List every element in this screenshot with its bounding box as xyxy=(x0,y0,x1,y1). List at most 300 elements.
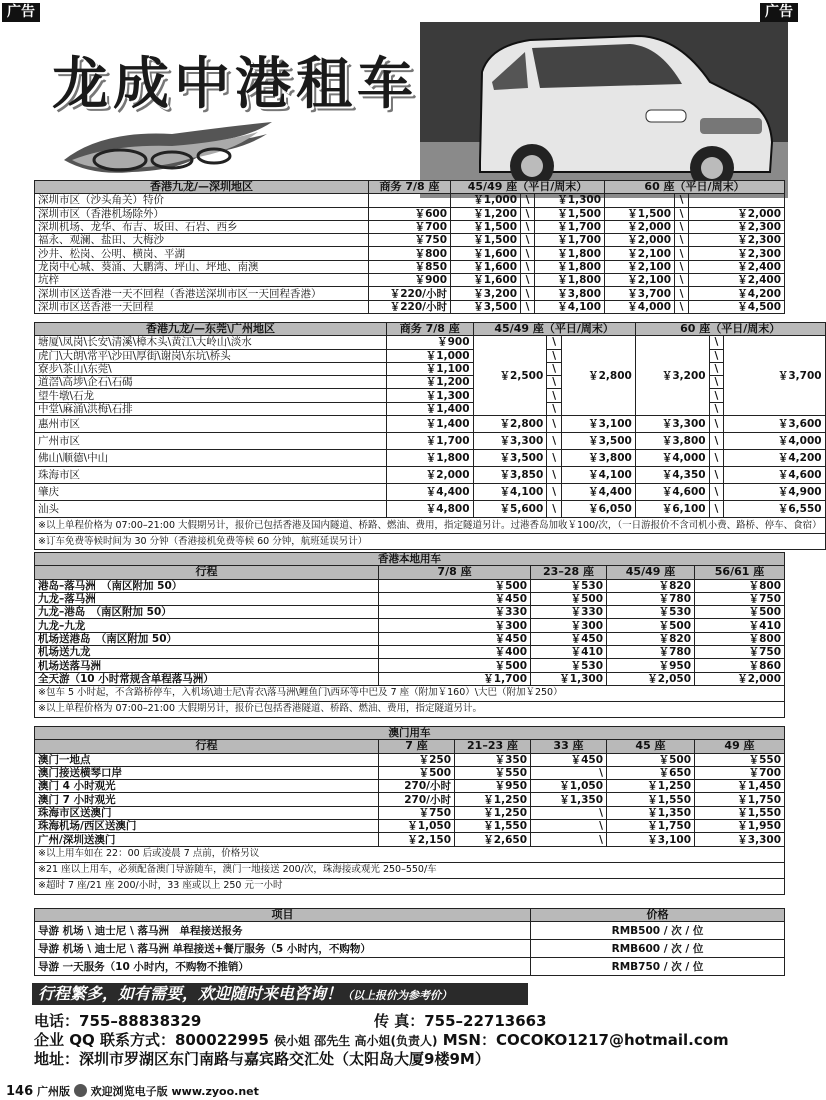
table-row xyxy=(35,780,785,793)
price-cell: \ xyxy=(531,806,607,819)
price-cell: \ xyxy=(531,820,607,833)
price-cell xyxy=(605,194,675,207)
price-cell: ￥5,600 xyxy=(473,501,547,518)
table-header xyxy=(35,566,785,579)
header-cell: 45/49 座（平日/周末） xyxy=(473,323,635,336)
route-cell: 珠海机场/西区送澳门 xyxy=(35,820,379,833)
price-cell: ￥530 xyxy=(531,659,607,672)
price-cell: RMB500 / 次 / 位 xyxy=(531,922,785,940)
price-cell: ￥4,200 xyxy=(724,450,825,467)
separator-cell: \ xyxy=(675,300,689,313)
separator-cell: \ xyxy=(547,416,562,433)
price-cell: ￥650 xyxy=(607,766,695,779)
route-cell: 深圳机场、龙华、布吉、坂田、石岩、西乡 xyxy=(35,220,369,233)
price-cell: ￥780 xyxy=(607,646,695,659)
header-cell: 商务 7/8 座 xyxy=(387,323,473,336)
price-cell: ￥450 xyxy=(379,592,531,605)
route-cell: 广州市区 xyxy=(35,433,387,450)
note-row xyxy=(35,878,785,894)
table-row xyxy=(35,274,785,287)
price-cell: ￥850 xyxy=(369,260,451,273)
table-row xyxy=(35,922,785,940)
table-row xyxy=(35,753,785,766)
price-cell: ￥550 xyxy=(695,753,785,766)
table-row xyxy=(35,260,785,273)
address-text: 深圳市罗湖区东门南路与嘉宾路交汇处（太阳岛大厦9楼9M） xyxy=(79,1050,490,1068)
price-cell: ￥900 xyxy=(369,274,451,287)
macau-notes xyxy=(35,846,785,894)
note-text: ※包车 5 小时起，不含路桥停车，入机场\迪士尼\青衣\落马洲\鲤鱼门\西环等中巴及 7 座（附加￥160）\大巴（附加￥250） xyxy=(35,685,785,701)
price-cell: ￥3,800 xyxy=(635,433,709,450)
price-cell: ￥1,200 xyxy=(387,376,473,389)
table-row xyxy=(35,793,785,806)
fax-label: 传 真： xyxy=(374,1012,425,1030)
price-cell: ￥1,550 xyxy=(455,820,531,833)
table-row xyxy=(35,194,785,207)
note-text: ※订车免费等候时间为 30 分钟（香港接机免费等候 60 分钟，航班延误另计） xyxy=(35,534,826,550)
table-header xyxy=(35,740,785,753)
price-cell: ￥700 xyxy=(695,766,785,779)
price-cell: ￥6,100 xyxy=(635,501,709,518)
footer-text: 欢迎浏览电子版 xyxy=(90,1085,168,1098)
hk-dg-notes xyxy=(35,518,826,550)
header-cell: 56/61 座 xyxy=(695,566,785,579)
qq-line xyxy=(34,1029,729,1050)
route-cell: 九龙–落马洲 xyxy=(35,592,379,605)
price-cell: ￥2,500 xyxy=(473,336,547,416)
price-cell: ￥750 xyxy=(695,646,785,659)
price-cell: ￥1,700 xyxy=(379,672,531,685)
price-cell: ￥4,900 xyxy=(724,484,825,501)
price-cell: ￥1,700 xyxy=(387,433,473,450)
separator-cell: \ xyxy=(547,467,562,484)
table-header xyxy=(35,909,785,922)
separator-cell: \ xyxy=(709,501,724,518)
price-cell: ￥300 xyxy=(531,619,607,632)
price-cell: ￥1,750 xyxy=(695,793,785,806)
price-cell: ￥3,850 xyxy=(473,467,547,484)
separator-cell: \ xyxy=(521,207,535,220)
price-cell: ￥600 xyxy=(369,207,451,220)
price-cell: ￥500 xyxy=(379,766,455,779)
table-row xyxy=(35,247,785,260)
table-row xyxy=(35,300,785,313)
separator-cell: \ xyxy=(709,467,724,484)
route-cell: 福永、观澜、盐田、大梅沙 xyxy=(35,234,369,247)
route-cell: 佛山\顺德\中山 xyxy=(35,450,387,467)
price-cell: ￥3,300 xyxy=(695,833,785,846)
price-cell: ￥6,550 xyxy=(724,501,825,518)
price-cell: ￥330 xyxy=(379,606,531,619)
route-cell: 机场送港岛 （南区附加 50） xyxy=(35,632,379,645)
price-cell: ￥4,600 xyxy=(724,467,825,484)
price-cell: ￥4,100 xyxy=(473,484,547,501)
price-cell: ￥1,050 xyxy=(379,820,455,833)
phone-number[interactable]: 755–88838329 xyxy=(79,1012,202,1030)
route-cell: 机场送落马洲 xyxy=(35,659,379,672)
page-footer xyxy=(6,1083,259,1099)
price-cell: ￥3,100 xyxy=(562,416,636,433)
price-cell: ￥4,100 xyxy=(562,467,636,484)
price-cell: ￥1,750 xyxy=(607,820,695,833)
note-row xyxy=(35,534,826,550)
price-cell: ￥1,350 xyxy=(531,793,607,806)
route-cell: 深圳市区送香港一天回程 xyxy=(35,300,369,313)
separator-cell: \ xyxy=(547,484,562,501)
guide-rows xyxy=(35,922,785,976)
separator-cell: \ xyxy=(709,362,724,375)
separator-cell: \ xyxy=(709,416,724,433)
separator-cell: \ xyxy=(521,247,535,260)
price-cell: ￥2,650 xyxy=(455,833,531,846)
table-row xyxy=(35,940,785,958)
route-cell: 导游 机场 \ 迪士尼 \ 落马洲 单程接送报务 xyxy=(35,922,531,940)
header-cell: 香港九龙/—深圳地区 xyxy=(35,181,369,194)
header-cell: 行程 xyxy=(35,740,379,753)
price-cell: ￥3,300 xyxy=(635,416,709,433)
price-cell: ￥1,300 xyxy=(535,194,605,207)
note-text: ※以上单程价格为 07:00–21:00 大假期另计，报价已包括香港及国内隧道、桥路、燃油、费用，指定隧道另计。过港香岛加收￥100/次，（一日游报价不含司机小费、路桥、停车、食宿） xyxy=(35,518,826,534)
route-cell: 深圳市区送香港一天不回程（香港送深圳市区一天回程香港） xyxy=(35,287,369,300)
table-header xyxy=(35,323,826,336)
price-cell: ￥800 xyxy=(369,247,451,260)
promo-banner xyxy=(32,983,528,1005)
price-cell: ￥1,000 xyxy=(451,194,521,207)
separator-cell: \ xyxy=(709,433,724,450)
route-cell: 九龙–港岛 （南区附加 50） xyxy=(35,606,379,619)
route-cell: 机场送九龙 xyxy=(35,646,379,659)
route-cell: 汕头 xyxy=(35,501,387,518)
separator-cell: \ xyxy=(521,194,535,207)
route-cell: 港岛–落马洲 （南区附加 50） xyxy=(35,579,379,592)
route-cell: 虎门\大朗\常平\沙田\厚街\谢岗\东坑\桥头 xyxy=(35,349,387,362)
dragon-logo xyxy=(62,120,282,182)
price-cell xyxy=(369,194,451,207)
table-row xyxy=(35,416,826,433)
hk-local-table xyxy=(34,552,785,718)
table-row xyxy=(35,433,826,450)
price-cell: ￥1,700 xyxy=(535,220,605,233)
route-cell: 珠海市区 xyxy=(35,467,387,484)
msn-address[interactable]: COCOKO1217@hotmail.com xyxy=(495,1031,729,1049)
route-cell: 九龙–九龙 xyxy=(35,619,379,632)
header-cell: 行程 xyxy=(35,566,379,579)
van-photo xyxy=(420,22,788,198)
table-row xyxy=(35,467,826,484)
route-cell: 导游 一天服务（10 小时内，不购物不推销） xyxy=(35,958,531,976)
note-row xyxy=(35,701,785,717)
price-cell: ￥820 xyxy=(607,579,695,592)
route-cell: 深圳市区（沙头角关）特价 xyxy=(35,194,369,207)
header-cell: 45 座 xyxy=(607,740,695,753)
route-cell: 澳门接送横琴口岸 xyxy=(35,766,379,779)
ad-label-left: 广告 xyxy=(2,3,40,22)
price-cell: 270/小时 xyxy=(379,780,455,793)
table-row xyxy=(35,484,826,501)
fax-number: 755–22713663 xyxy=(424,1012,547,1030)
price-cell: ￥2,800 xyxy=(562,336,636,416)
separator-cell: \ xyxy=(547,336,562,349)
price-cell: ￥1,950 xyxy=(695,820,785,833)
separator-cell: \ xyxy=(675,260,689,273)
separator-cell: \ xyxy=(547,349,562,362)
price-cell: ￥450 xyxy=(379,632,531,645)
price-cell: ￥3,500 xyxy=(451,300,521,313)
table-row xyxy=(35,646,785,659)
globe-icon xyxy=(74,1084,87,1097)
separator-cell: \ xyxy=(709,376,724,389)
price-cell: ￥1,550 xyxy=(607,793,695,806)
price-cell: ￥750 xyxy=(379,806,455,819)
page-number: 146 xyxy=(6,1084,34,1099)
separator-cell: \ xyxy=(709,389,724,402)
price-cell: ￥2,300 xyxy=(689,234,785,247)
price-cell: ￥3,800 xyxy=(535,287,605,300)
route-cell: 全天游（10 小时常规含单程落马洲） xyxy=(35,672,379,685)
price-cell: ￥1,300 xyxy=(387,389,473,402)
price-cell: ￥450 xyxy=(531,632,607,645)
macau-table xyxy=(34,726,785,895)
price-cell: ￥1,800 xyxy=(535,274,605,287)
price-cell: ￥350 xyxy=(455,753,531,766)
price-cell: ￥6,050 xyxy=(562,501,636,518)
price-cell: ￥500 xyxy=(695,606,785,619)
separator-cell: \ xyxy=(547,376,562,389)
section-title: 香港本地用车 xyxy=(35,553,785,566)
route-cell: 沙井、松岗、公明、横岗、平湖 xyxy=(35,247,369,260)
price-cell: ￥2,000 xyxy=(689,207,785,220)
price-cell: ￥1,600 xyxy=(451,260,521,273)
price-cell: ￥3,700 xyxy=(605,287,675,300)
price-cell: ￥4,000 xyxy=(635,450,709,467)
price-cell: ￥2,400 xyxy=(689,260,785,273)
price-cell: ￥2,100 xyxy=(605,247,675,260)
footer-url[interactable]: www.zyoo.net xyxy=(171,1085,259,1098)
phone-label: 电话： xyxy=(34,1012,80,1030)
hk-sz-rows xyxy=(35,194,785,314)
header-cell: 7 座 xyxy=(379,740,455,753)
price-cell: ￥530 xyxy=(531,579,607,592)
price-cell: ￥400 xyxy=(379,646,531,659)
price-cell: \ xyxy=(531,766,607,779)
header-cell: 商务 7/8 座 xyxy=(369,181,451,194)
price-cell: ￥4,100 xyxy=(535,300,605,313)
price-cell: ￥2,100 xyxy=(605,260,675,273)
price-cell: ￥500 xyxy=(379,579,531,592)
header-cell: 项目 xyxy=(35,909,531,922)
route-cell: 广州/深圳送澳门 xyxy=(35,833,379,846)
table-header xyxy=(35,181,785,194)
header-cell: 7/8 座 xyxy=(379,566,531,579)
separator-cell: \ xyxy=(547,402,562,415)
price-cell: ￥1,250 xyxy=(455,793,531,806)
price-cell: ￥2,000 xyxy=(695,672,785,685)
header-cell: 60 座（平日/周末） xyxy=(605,181,785,194)
price-cell: ￥530 xyxy=(607,606,695,619)
price-cell: ￥2,300 xyxy=(689,220,785,233)
price-cell: ￥1,500 xyxy=(605,207,675,220)
price-cell: ￥410 xyxy=(531,646,607,659)
price-cell: ￥780 xyxy=(607,592,695,605)
price-cell: ￥700 xyxy=(369,220,451,233)
price-cell: ￥4,400 xyxy=(387,484,473,501)
table-row xyxy=(35,606,785,619)
separator-cell: \ xyxy=(547,362,562,375)
header-cell: 60 座（平日/周末） xyxy=(635,323,825,336)
table-row xyxy=(35,336,826,349)
separator-cell: \ xyxy=(521,260,535,273)
price-cell: ￥1,300 xyxy=(531,672,607,685)
price-cell: ￥3,500 xyxy=(562,433,636,450)
header-cell: 价格 xyxy=(531,909,785,922)
separator-cell: \ xyxy=(709,484,724,501)
price-cell: ￥3,500 xyxy=(473,450,547,467)
price-cell: ￥1,250 xyxy=(607,780,695,793)
guide-table xyxy=(34,908,785,976)
table-row xyxy=(35,579,785,592)
price-cell: ￥2,000 xyxy=(605,234,675,247)
price-cell xyxy=(689,194,785,207)
route-cell: 塘厦\凤岗\长安\清溪\樟木头\黄江\大岭山\淡水 xyxy=(35,336,387,349)
price-cell: ￥550 xyxy=(455,766,531,779)
separator-cell: \ xyxy=(521,234,535,247)
price-cell: ￥3,200 xyxy=(451,287,521,300)
header-cell: 45/49 座 xyxy=(607,566,695,579)
macau-rows xyxy=(35,753,785,846)
route-cell: 道滘\高埗\企石\石碣 xyxy=(35,376,387,389)
separator-cell: \ xyxy=(547,389,562,402)
price-cell: ￥1,500 xyxy=(451,234,521,247)
header-cell: 45/49 座（平日/周末） xyxy=(451,181,605,194)
phone-line xyxy=(34,1010,547,1031)
table-row xyxy=(35,220,785,233)
route-cell: 寮步\茶山\东莞\ xyxy=(35,362,387,375)
price-cell: ￥2,050 xyxy=(607,672,695,685)
table-row xyxy=(35,659,785,672)
note-row xyxy=(35,846,785,862)
header-cell: 23–28 座 xyxy=(531,566,607,579)
table-row xyxy=(35,833,785,846)
note-row xyxy=(35,862,785,878)
msn-label: MSN： xyxy=(442,1031,496,1049)
table-row xyxy=(35,450,826,467)
price-cell: ￥950 xyxy=(455,780,531,793)
note-row xyxy=(35,518,826,534)
price-cell: ￥4,350 xyxy=(635,467,709,484)
price-cell: ￥3,300 xyxy=(473,433,547,450)
route-cell: 肇庆 xyxy=(35,484,387,501)
price-cell: ￥500 xyxy=(607,753,695,766)
note-row xyxy=(35,685,785,701)
price-cell: ￥3,700 xyxy=(724,336,825,416)
route-cell: 惠州市区 xyxy=(35,416,387,433)
note-text: ※以上单程价格为 07:00–21:00 大假期另计，报价已包括香港隧道、桥路、燃油、费用，指定隧道另计。 xyxy=(35,701,785,717)
note-text: ※超时 7 座/21 座 200/小时，33 座或以上 250 元一小时 xyxy=(35,878,785,894)
table-row xyxy=(35,820,785,833)
separator-cell: \ xyxy=(709,450,724,467)
route-cell: 珠海市区送澳门 xyxy=(35,806,379,819)
price-cell: ￥900 xyxy=(387,336,473,349)
separator-cell: \ xyxy=(709,349,724,362)
separator-cell: \ xyxy=(675,234,689,247)
route-cell: 深圳市区（香港机场除外） xyxy=(35,207,369,220)
banner-text: 行程繁多，如有需要，欢迎随时来电咨询！ xyxy=(38,984,343,1003)
price-cell: ￥500 xyxy=(607,619,695,632)
price-cell: ￥2,000 xyxy=(387,467,473,484)
price-cell: ￥220/小时 xyxy=(369,287,451,300)
price-cell: ￥1,450 xyxy=(695,780,785,793)
price-cell: ￥1,400 xyxy=(387,402,473,415)
header-cell: 香港九龙/—东莞\广州地区 xyxy=(35,323,387,336)
fax-block xyxy=(374,1010,547,1031)
price-cell: ￥1,350 xyxy=(607,806,695,819)
section-title: 澳门用车 xyxy=(35,727,785,740)
price-cell: ￥2,150 xyxy=(379,833,455,846)
separator-cell: \ xyxy=(675,247,689,260)
price-cell: ￥1,800 xyxy=(535,260,605,273)
table-row xyxy=(35,234,785,247)
price-cell: ￥1,550 xyxy=(695,806,785,819)
price-cell: ￥800 xyxy=(695,632,785,645)
table-row xyxy=(35,766,785,779)
price-cell: ￥1,500 xyxy=(451,220,521,233)
separator-cell: \ xyxy=(547,450,562,467)
route-cell: 澳门 4 小时观光 xyxy=(35,780,379,793)
price-cell: ￥800 xyxy=(695,579,785,592)
price-cell: 270/小时 xyxy=(379,793,455,806)
price-cell: ￥4,500 xyxy=(689,300,785,313)
company-title: 龙成中港租车 xyxy=(52,52,418,117)
hk-dongguan-table xyxy=(34,322,826,550)
qq-number[interactable]: 800022995 xyxy=(174,1031,269,1049)
price-cell: ￥450 xyxy=(531,753,607,766)
address-line xyxy=(34,1048,490,1069)
price-cell: ￥1,500 xyxy=(535,207,605,220)
price-cell: ￥300 xyxy=(379,619,531,632)
note-text: ※21 座以上用车，必须配备澳门导游随车，澳门一地接送 200/次，珠海接或观光 250–550/车 xyxy=(35,862,785,878)
price-cell: ￥250 xyxy=(379,753,455,766)
price-cell: ￥950 xyxy=(607,659,695,672)
price-cell: ￥220/小时 xyxy=(369,300,451,313)
price-cell: ￥1,600 xyxy=(451,247,521,260)
price-cell: ￥3,200 xyxy=(635,336,709,416)
price-cell: RMB600 / 次 / 位 xyxy=(531,940,785,958)
price-cell: ￥1,700 xyxy=(535,234,605,247)
price-cell: ￥500 xyxy=(531,592,607,605)
price-cell: ￥3,800 xyxy=(562,450,636,467)
route-cell: 龙岗中心城、葵涌、大鹏湾、坪山、坪地、南澳 xyxy=(35,260,369,273)
separator-cell: \ xyxy=(675,287,689,300)
price-cell: ￥2,800 xyxy=(473,416,547,433)
price-cell: RMB750 / 次 / 位 xyxy=(531,958,785,976)
note-text: ※以上用车如在 22：00 后或凌晨 7 点前，价格另议 xyxy=(35,846,785,862)
price-cell: ￥4,400 xyxy=(562,484,636,501)
price-cell: ￥750 xyxy=(695,592,785,605)
price-cell: ￥3,600 xyxy=(724,416,825,433)
separator-cell: \ xyxy=(709,402,724,415)
table-row xyxy=(35,207,785,220)
separator-cell: \ xyxy=(675,274,689,287)
separator-cell: \ xyxy=(521,220,535,233)
address-label: 地址： xyxy=(34,1050,80,1068)
route-cell: 澳门 7 小时观光 xyxy=(35,793,379,806)
price-cell: ￥330 xyxy=(531,606,607,619)
price-cell: ￥1,400 xyxy=(387,416,473,433)
table-row xyxy=(35,806,785,819)
price-cell: ￥4,600 xyxy=(635,484,709,501)
price-cell: ￥2,100 xyxy=(605,274,675,287)
price-cell: ￥4,200 xyxy=(689,287,785,300)
